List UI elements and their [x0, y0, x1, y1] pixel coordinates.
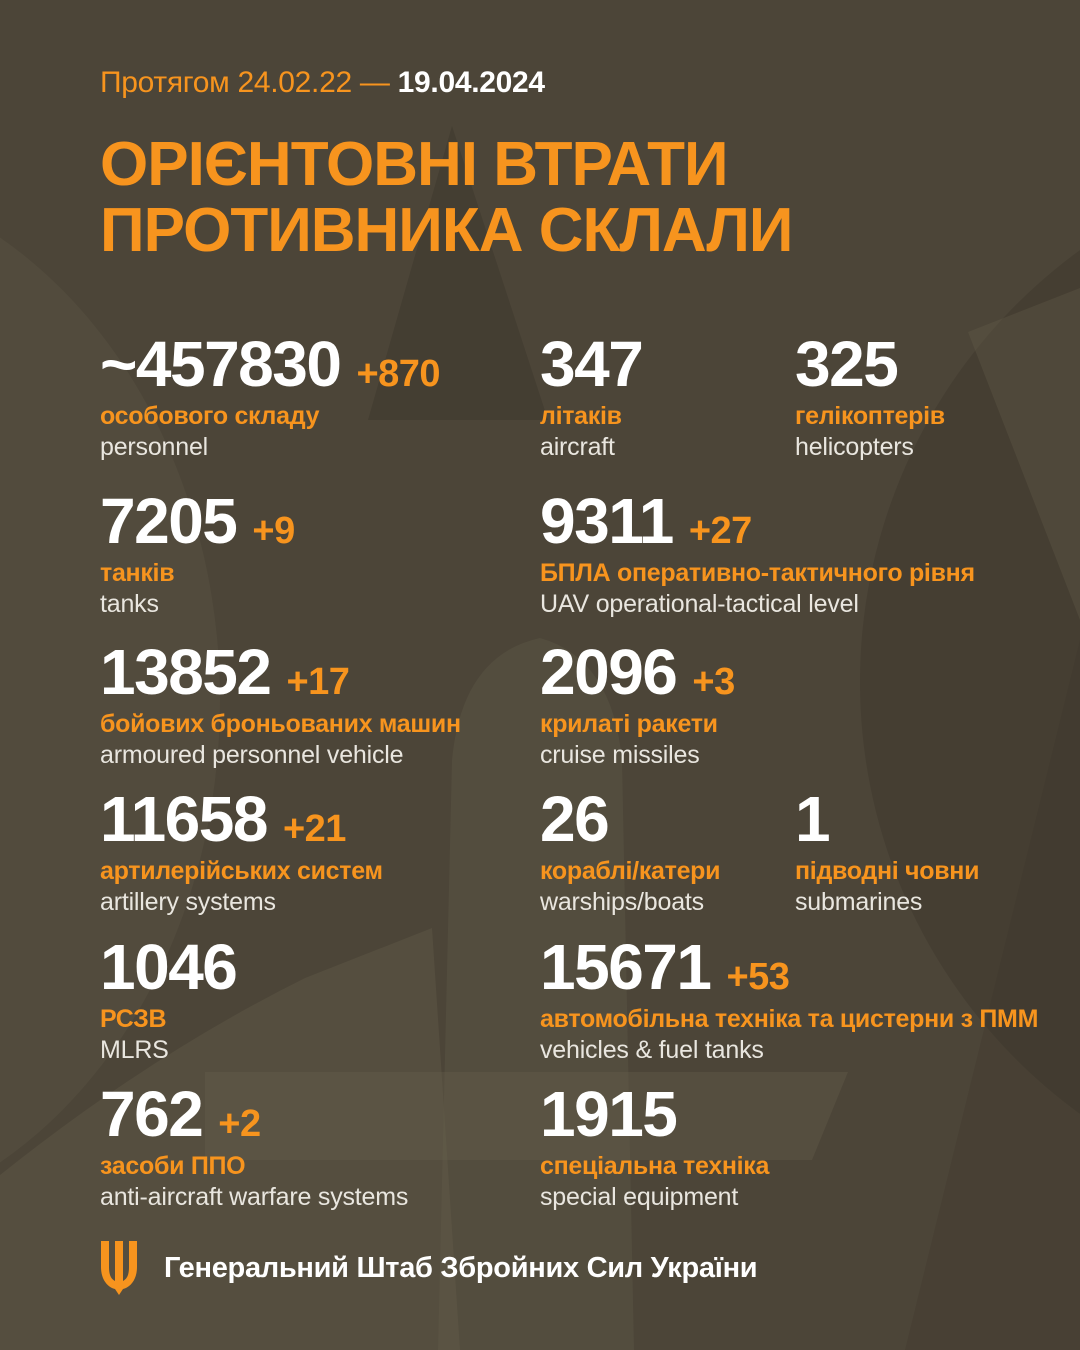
- stat-value: 1046: [100, 931, 237, 1003]
- stat-value: 347: [540, 328, 643, 400]
- stat-label-uk: спеціальна техніка: [540, 1152, 770, 1180]
- stat-value: 1915: [540, 1078, 677, 1150]
- stat-delta: +870: [356, 353, 441, 395]
- stats-row: [100, 638, 1080, 785]
- stat-artillery: [100, 785, 540, 917]
- source-org-name: Генеральний Штаб Збройних Сил України: [164, 1251, 758, 1284]
- report-date: 19.04.2024: [397, 66, 545, 99]
- stat-delta: +2: [218, 1103, 261, 1145]
- stat-value: 13852: [100, 636, 271, 708]
- stat-value: 762: [100, 1078, 203, 1150]
- stat-armoured-vehicles: [100, 638, 540, 770]
- stat-label-en: special equipment: [540, 1183, 739, 1211]
- stat-vehicles-fuel-tanks: [540, 933, 1080, 1065]
- stat-helicopters: [795, 330, 1080, 462]
- stat-label-en: helicopters: [795, 433, 914, 461]
- stat-label-uk: засоби ППО: [100, 1152, 246, 1180]
- stat-label-uk: БПЛА оперативно-тактичного рівня: [540, 559, 975, 587]
- stat-label-en: aircraft: [540, 433, 615, 461]
- stat-label-uk: гелікоптерів: [795, 402, 945, 430]
- stat-label-uk: крилаті ракети: [540, 710, 718, 738]
- stat-label-en: vehicles & fuel tanks: [540, 1036, 764, 1064]
- stats-row: [100, 933, 1080, 1080]
- stat-uav: [540, 487, 1080, 619]
- title-line-1: ОРІЄНТОВНІ ВТРАТИ: [100, 130, 728, 199]
- stat-value: 325: [795, 328, 898, 400]
- stats-row: [100, 1080, 1080, 1212]
- report-period: [100, 66, 545, 100]
- stat-warships: [540, 785, 795, 917]
- stat-label-uk: бойових броньованих машин: [100, 710, 461, 738]
- stat-label-en: warships/boats: [540, 888, 704, 916]
- stat-label-en: cruise missiles: [540, 741, 700, 769]
- stat-label-en: armoured personnel vehicle: [100, 741, 404, 769]
- stats-row: [100, 785, 1080, 933]
- stat-aircraft: [540, 330, 795, 462]
- stat-label-uk: кораблі/катери: [540, 857, 721, 885]
- stat-label-uk: особового складу: [100, 402, 320, 430]
- stat-anti-aircraft: [100, 1080, 540, 1212]
- stats-row: [100, 330, 1080, 487]
- stat-value: 2096: [540, 636, 677, 708]
- stat-label-en: MLRS: [100, 1036, 169, 1064]
- stat-value: 1: [795, 783, 830, 855]
- stats-row: [100, 487, 1080, 638]
- stat-special-equipment: [540, 1080, 1080, 1212]
- stat-mlrs: [100, 933, 540, 1065]
- stat-label-uk: підводні човни: [795, 857, 980, 885]
- losses-grid: [100, 330, 1080, 1212]
- stat-label-en: tanks: [100, 590, 159, 618]
- stat-submarines: [795, 785, 1080, 917]
- stat-value: 9311: [540, 485, 673, 557]
- stat-label-en: anti-aircraft warfare systems: [100, 1183, 409, 1211]
- tryzub-icon: [100, 1241, 138, 1295]
- stat-value: 7205: [100, 485, 237, 557]
- stat-cruise-missiles: [540, 638, 1080, 770]
- stat-label-uk: артилерійських систем: [100, 857, 383, 885]
- stat-label-uk: РСЗВ: [100, 1005, 167, 1033]
- stat-label-uk: літаків: [540, 402, 622, 430]
- stat-delta: +3: [692, 661, 735, 703]
- stat-delta: +17: [286, 661, 350, 703]
- stat-delta: +9: [252, 510, 295, 552]
- stat-personnel: [100, 330, 540, 462]
- stat-label-uk: автомобільна техніка та цистерни з ПММ: [540, 1005, 1039, 1033]
- stat-value: 11658: [100, 783, 267, 855]
- stat-delta: +27: [688, 510, 752, 552]
- stat-label-en: UAV operational-tactical level: [540, 590, 859, 618]
- stat-value: ~457830: [100, 328, 341, 400]
- stat-value: 26: [540, 783, 609, 855]
- stat-value: 15671: [540, 931, 711, 1003]
- stat-label-en: personnel: [100, 433, 209, 461]
- page-title: [100, 132, 792, 264]
- stat-delta: +21: [282, 808, 346, 850]
- stat-label-uk: танків: [100, 559, 175, 587]
- source-attribution: [100, 1241, 757, 1295]
- stat-label-en: submarines: [795, 888, 923, 916]
- stat-delta: +53: [726, 956, 790, 998]
- stat-tanks: [100, 487, 540, 619]
- title-line-2: ПРОТИВНИКА СКЛАЛИ: [100, 196, 793, 265]
- stat-label-en: artillery systems: [100, 888, 276, 916]
- period-label: Протягом 24.02.22 —: [100, 66, 390, 99]
